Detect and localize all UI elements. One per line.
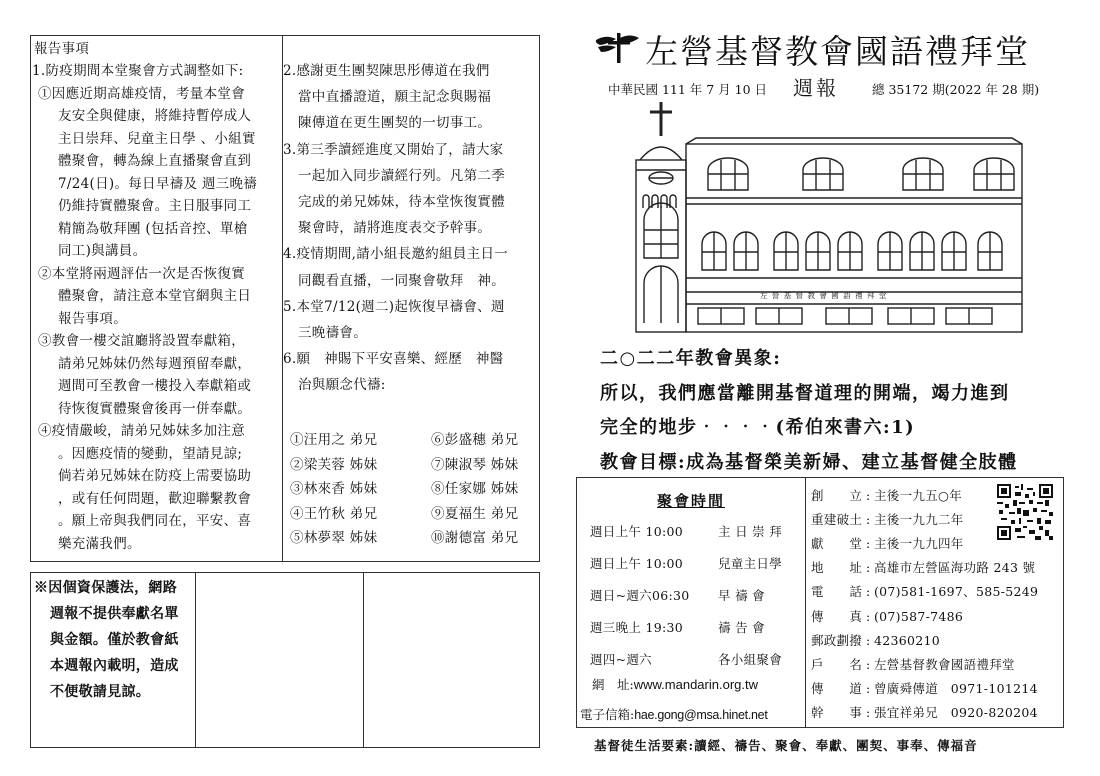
footer-motto: 基督徒生活要素:讀經、禱告、聚會、奉獻、團契、事奉、傳福音	[594, 738, 978, 753]
info-colon: :	[866, 632, 871, 648]
announcement-line: 報告事項。	[58, 310, 127, 327]
info-label: 獻 堂	[811, 536, 863, 552]
announcement-line: ①因應近期高雄疫情，考量本堂會	[38, 85, 245, 102]
bulletin-date: 中華民國 111 年 7 月 10 日	[608, 82, 768, 97]
info-colon: :	[866, 608, 871, 624]
info-value: 42360210	[874, 632, 941, 648]
info-colon: :	[866, 512, 871, 528]
church-building-illustration	[626, 98, 1026, 338]
announcement-line: 週間可至教會一樓投入奉獻箱或	[58, 378, 252, 394]
announcement-line: 陳傳道在更生團契的一切事工。	[298, 115, 492, 132]
info-label: 戶 名	[811, 656, 863, 672]
privacy-note-line: 週報不提供奉獻名單	[50, 606, 179, 622]
announcement-line: 請弟兄姊妹仍然每週預留奉獻，	[58, 355, 252, 372]
church-goal: 教會目標:成為基督榮美新婦、建立基督健全肢體	[600, 452, 1018, 473]
schedule-time: 週四~週六	[590, 652, 652, 667]
info-value: 主後一九九二年	[874, 512, 964, 528]
prayer-name: ⑥彭盛穗 弟兄	[431, 432, 519, 448]
announcement-line: 樂充滿我們。	[58, 535, 141, 552]
schedule-info-divider	[805, 477, 806, 728]
schedule-time: 週日上午 10:00	[590, 556, 683, 571]
offering-divider-1	[195, 572, 196, 748]
info-label: 地 址	[811, 560, 863, 576]
church-logo-icon	[592, 30, 642, 66]
announcement-line: 一起加入同步讀經行列。凡第二季	[298, 167, 505, 184]
privacy-note-line: 不便敬請見諒。	[50, 684, 151, 700]
info-colon: :	[866, 536, 871, 552]
prayer-name: ①汪用之 弟兄	[290, 432, 378, 448]
email-link[interactable]: hae.gong@msa.hinet.net	[634, 708, 768, 722]
building-sign: 左 營 基 督 教 會 國 語 禮 拜 堂	[760, 291, 888, 300]
privacy-note-line: 與金額。僅於教會紙	[50, 632, 179, 648]
bulletin-issue: 總 35172 期(2022 年 28 期)	[872, 82, 1040, 97]
announcement-line: 7/24(日)。每日早禱及 週三晚禱	[58, 175, 258, 192]
announcement-line: 體聚會，請注意本堂官網與主日	[58, 288, 252, 304]
announcement-line: 同工)與講員。	[58, 243, 147, 259]
announcement-line: ，或有任何問題，歡迎聯繫教會	[58, 490, 252, 507]
info-label: 創 立	[811, 488, 863, 503]
announcement-line: 4.疫情期間,請小組長邀約組員主日一	[283, 246, 509, 263]
info-value: 左營基督教會國語禮拜堂	[874, 656, 1015, 672]
info-colon: :	[866, 488, 871, 503]
schedule-time: 週日~週六06:30	[590, 588, 690, 603]
announcement-line: 當中直播證道，願主記念與賜福	[298, 89, 492, 106]
info-label: 重建破土	[811, 512, 863, 528]
schedule-title: 聚會時間	[657, 492, 726, 510]
announcement-line: 5.本堂7/12(週二)起恢復早禱會、週	[283, 298, 505, 315]
schedule-event: 主 日 崇 拜	[718, 524, 783, 539]
info-value: 曾廣舜傳道 0971-101214	[874, 680, 1038, 696]
prayer-name: ⑨夏福生 弟兄	[431, 505, 519, 522]
schedule-event: 各小組聚會	[718, 652, 783, 667]
website-link[interactable]: www.mandarin.org.tw	[633, 677, 758, 692]
info-value: (07)587-7486	[874, 608, 964, 624]
info-colon: :	[866, 704, 871, 720]
announcement-line: 友安全與健康，將維持暫停成人	[58, 108, 252, 124]
announcement-line: ④疫情嚴峻，請弟兄姊妹多加注意	[38, 423, 245, 439]
announcements-heading: 報告事項	[34, 41, 90, 57]
church-name: 左營基督教會國語禮拜堂	[645, 32, 1030, 71]
announcement-line: 主日崇拜、兒童主日學 、小組實	[58, 130, 256, 147]
info-colon: :	[866, 560, 871, 576]
schedule-event: 兒童主日學	[718, 556, 783, 571]
announcement-line: 聚會時，請將進度表交予幹事。	[298, 220, 492, 237]
announcement-line: 1.防疫期間本堂聚會方式調整如下:	[32, 63, 244, 79]
prayer-name: ⑦陳淑琴 姊妹	[431, 456, 519, 473]
info-colon: :	[866, 680, 871, 696]
info-label: 郵政劃撥	[811, 632, 863, 648]
prayer-name: ⑤林夢翠 姊妹	[290, 530, 378, 546]
privacy-note-line: ※因個資保護法，網路	[34, 580, 177, 596]
announcement-line: 。因應疫情的變動，望請見諒;	[58, 445, 243, 462]
prayer-name: ⑧任家娜 姊妹	[431, 481, 519, 497]
announcement-line: ②本堂將兩週評估一次是否恢復實	[38, 265, 245, 282]
schedule-event: 早 禱 會	[718, 588, 765, 603]
info-value: 主後一九九四年	[874, 536, 964, 552]
announcement-line: 同觀看直播，一同聚會敬拜 神。	[298, 272, 505, 289]
prayer-name: ③林來香 姊妹	[290, 481, 378, 497]
announcement-line: 完成的弟兄姊妹，待本堂恢復實體	[298, 194, 505, 210]
vision-title: 二○二二年教會異象:	[600, 348, 782, 369]
info-value: 張宜祥弟兄 0920-820204	[874, 704, 1038, 720]
announcement-line: 6.願 神賜下平安喜樂、經歷 神醫	[283, 351, 504, 368]
privacy-note-line: 本週報內載明，造成	[50, 658, 179, 674]
website-row	[592, 675, 758, 693]
announcement-line: 仍維持實體聚會。主日服事同工	[58, 198, 252, 214]
announcement-line: 。願上帝與我們同在，平安、喜	[58, 513, 252, 529]
info-value: 高雄市左營區海功路 243 號	[874, 560, 1036, 576]
announcement-line: 三晚禱會。	[298, 325, 367, 341]
bulletin-label: 週報	[793, 76, 839, 100]
info-colon: :	[866, 584, 871, 600]
prayer-name: ⑩謝德富 弟兄	[431, 530, 519, 546]
offering-divider-2	[363, 572, 364, 748]
vision-verse-line-2: 完全的地步‧‧‧‧(希伯來書六:1)	[600, 417, 916, 438]
announcement-line: 體聚會，轉為線上直播聚會直到	[58, 153, 252, 169]
prayer-name: ④王竹秋 弟兄	[290, 505, 378, 522]
schedule-time: 週三晚上 19:30	[590, 620, 683, 635]
announcement-line: 治與願念代禱:	[298, 377, 386, 394]
info-value: 主後一九五○年	[874, 488, 963, 503]
announcement-line: ③教會一樓交誼廳將設置奉獻箱，	[38, 333, 245, 349]
info-colon: :	[866, 656, 871, 672]
announcement-line: 倘若弟兄姊妹在防疫上需要協助	[58, 468, 252, 484]
schedule-event: 禱 告 會	[718, 620, 765, 635]
prayer-name: ②梁芙蓉 姊妹	[290, 456, 378, 473]
info-label: 傳 道	[811, 680, 863, 696]
website-label: 網 址:	[592, 677, 634, 692]
announcement-line: 精簡為敬拜團 (包括音控、單槍	[58, 220, 248, 237]
announcement-line: 3.第三季讀經進度又開始了，請大家	[283, 141, 504, 158]
email-label: 電子信箱:	[580, 707, 635, 722]
info-label: 幹 事	[811, 704, 863, 720]
info-label: 傳 真	[811, 608, 863, 624]
email-row	[580, 705, 768, 723]
announcement-line: 2.感謝更生團契陳思彤傳道在我們	[283, 63, 490, 79]
schedule-time: 週日上午 10:00	[590, 524, 683, 539]
qr-code[interactable]	[997, 484, 1053, 540]
vision-verse-line-1: 所以，我們應當離開基督道理的開端，竭力進到	[600, 383, 1010, 404]
info-value: (07)581-1697、585-5249	[874, 584, 1039, 600]
announcement-line: 待恢復實體聚會後再一併奉獻。	[58, 400, 252, 417]
info-label: 電 話	[811, 584, 863, 600]
